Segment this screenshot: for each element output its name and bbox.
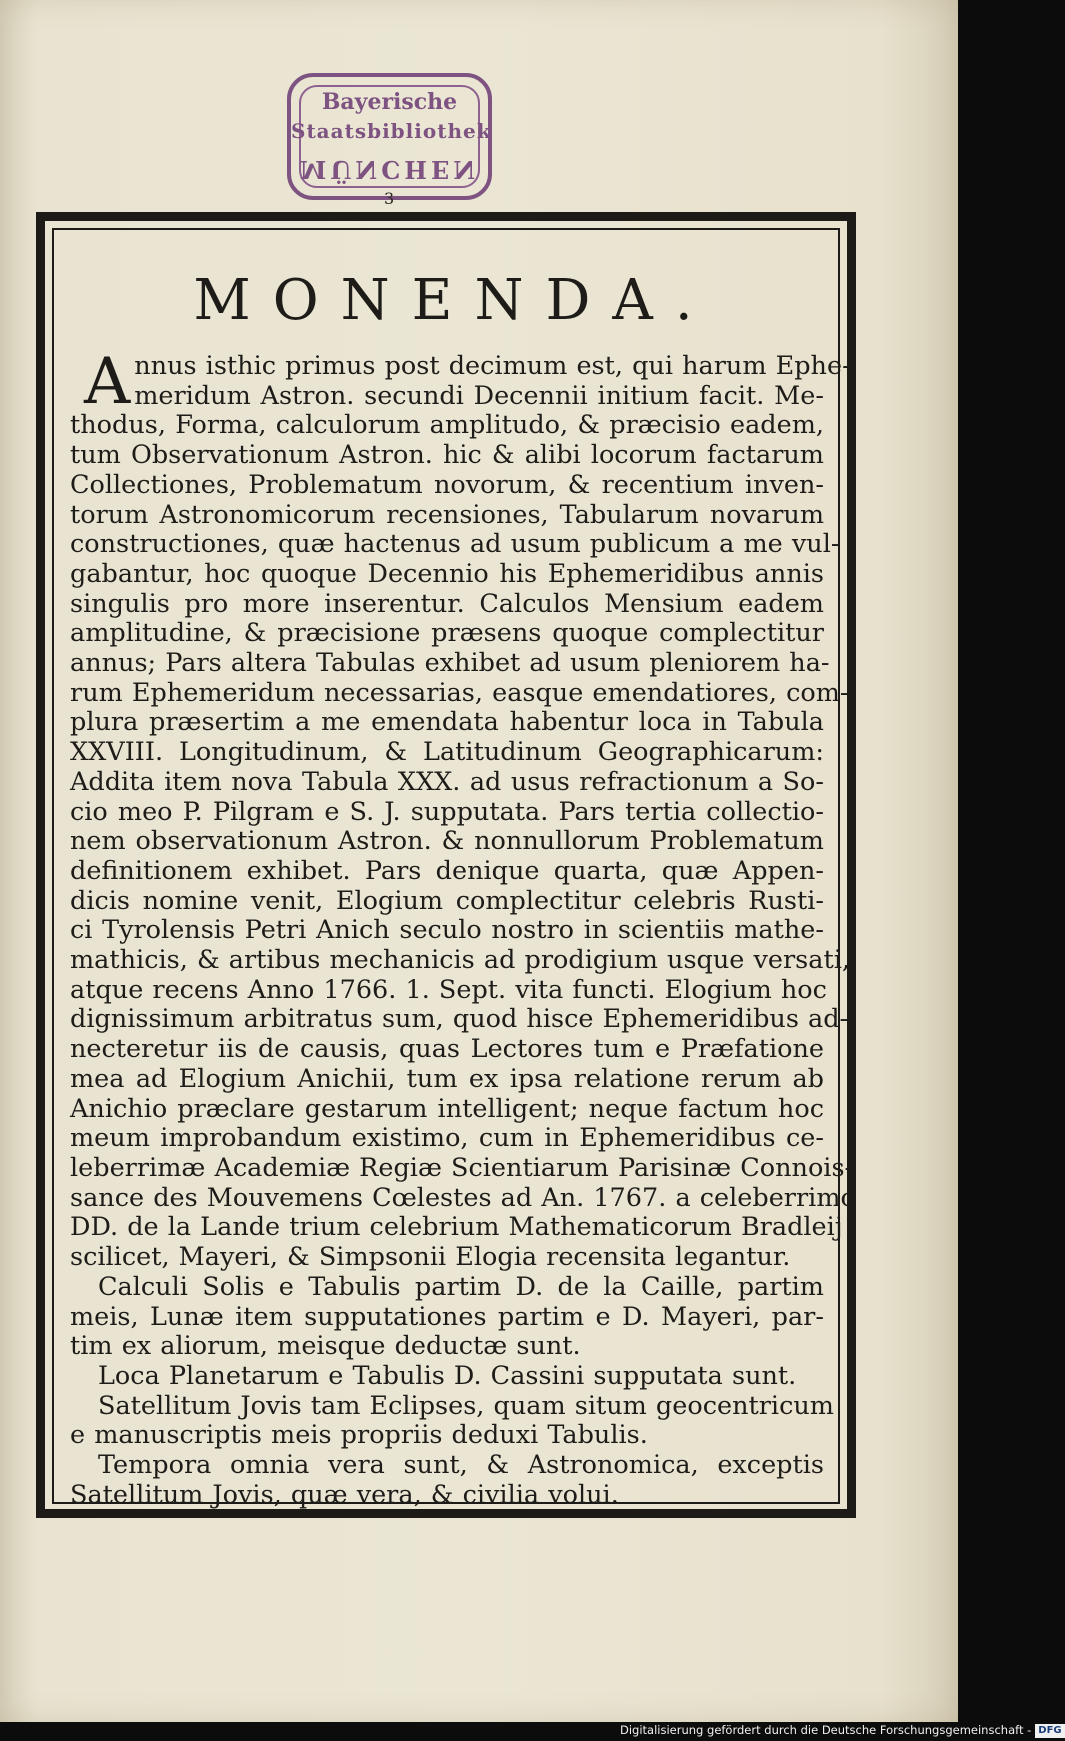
paragraph-sun-moon <box>70 1273 824 1362</box>
stamp-line-3: MÜNCHEN <box>299 155 480 184</box>
stamp-line-2: Staatsbibliothek <box>291 119 492 143</box>
text-line: XXVIII. Longitudinum, & Latitudinum Geographicarum: <box>70 737 824 768</box>
text-line: definitionem exhibet. Pars denique quarta, quæ Appen- <box>70 855 824 886</box>
text-line: Satellitum Jovis, quæ vera, & civilia volui. <box>70 1479 619 1510</box>
text-line: sance des Mouvemens Cœlestes ad An. 1767. a celeberrimo <box>70 1182 856 1213</box>
text-line: dicis nomine venit, Elogium complectitur celebris Rusti- <box>70 885 824 916</box>
text-line: tim ex aliorum, meisque deductæ sunt. <box>70 1331 581 1362</box>
text-line: mea ad Elogium Anichii, tum ex ipsa relatione rerum ab <box>70 1063 824 1094</box>
signature-mark: 3 <box>384 189 395 208</box>
text-line: atque recens Anno 1766. 1. Sept. vita functi. Elogium hoc <box>70 974 827 1005</box>
text-line: mathicis, & artibus mechanicis ad prodigium usque versati, <box>70 945 850 976</box>
text-line: ci Tyrolensis Petri Anich seculo nostro in scientiis mathe- <box>70 915 824 946</box>
digitization-credit <box>620 1720 1062 1741</box>
paragraph-main <box>70 345 856 1273</box>
paragraph-jupiter <box>70 1390 834 1451</box>
credit-text: Digitalisierung gefördert durch die Deutsche Forschungsgemeinschaft - <box>620 1723 1032 1737</box>
text-line: scilicet, Mayeri, & Simpsonii Elogia recensita legantur. <box>70 1242 791 1273</box>
text-line: meum improbandum existimo, cum in Ephemeridibus ce- <box>70 1123 824 1154</box>
text-line: tum Observationum Astron. hic & alibi locorum factarum <box>70 440 824 471</box>
text-line: Satellitum Jovis tam Eclipses, quam situm geocentricum <box>98 1390 834 1421</box>
text-line: torum Astronomicorum recensiones, Tabularum novarum <box>70 499 824 530</box>
text-line: dignissimum arbitratus sum, quod hisce Ephemeridibus ad- <box>70 1004 849 1035</box>
stamp-line-1: Bayerische <box>321 89 458 115</box>
text-line: plura præsertim a me emendata habentur loca in Tabula <box>70 707 824 738</box>
text-line: nnus isthic primus post decimum est, qui harum Ephe- <box>134 351 851 381</box>
text-line: rum Ephemeridum necessarias, easque emendatiores, com- <box>70 677 849 708</box>
text-line: nem observationum Astron. & nonnullorum Problematum <box>70 826 824 857</box>
text-line: gabantur, hoc quoque Decennio his Ephemeridibus annis <box>70 558 824 589</box>
text-line: thodus, Forma, calculorum amplitudo, & præcisio eadem, <box>70 410 824 441</box>
text-line: Collectiones, Problematum novorum, & recentium inven- <box>70 469 824 500</box>
text-line: meis, Lunæ item supputationes partim e D. Mayeri, par- <box>70 1301 824 1332</box>
text-line: constructiones, quæ hactenus ad usum publicum a me vul- <box>70 529 840 560</box>
text-line: Loca Planetarum e Tabulis D. Cassini supputata sunt. <box>98 1360 797 1391</box>
text-line: DD. de la Lande trium celebrium Mathematicorum Bradleij <box>70 1212 843 1243</box>
text-line: e manuscriptis meis propriis deduxi Tabulis. <box>70 1420 648 1451</box>
text-line: singulis pro more inserentur. Calculos Mensium eadem <box>70 588 824 619</box>
text-line: annus; Pars altera Tabulas exhibet ad usum pleniorem ha- <box>70 648 830 679</box>
dropcap-letter: A <box>84 345 131 419</box>
paragraph-planets <box>70 1362 824 1392</box>
text-line: Calculi Solis e Tabulis partim D. de la Caille, partim <box>98 1271 824 1302</box>
text-line: Addita item nova Tabula XXX. ad usus refractionum a So- <box>70 766 824 797</box>
text-line: meridum Astron. secundi Decennii initium facit. Me- <box>134 380 824 411</box>
text-line: amplitudine, & præcisione præsens quoque complectitur <box>70 618 824 649</box>
text-block <box>70 250 856 1510</box>
text-line: necteretur iis de causis, quas Lectores tum e Præfatione <box>70 1034 824 1065</box>
text-line: Tempora omnia vera sunt, & Astronomica, exceptis <box>98 1450 824 1481</box>
library-stamp <box>287 73 492 200</box>
text-line: Anichio præclare gestarum intelligent; neque factum hoc <box>70 1093 824 1124</box>
page-title: MONENDA. <box>193 268 715 333</box>
text-line: cio meo P. Pilgram e S. J. supputata. Pars tertia collectio- <box>70 796 824 827</box>
text-line: leberrimæ Academiæ Regiæ Scientiarum Parisinæ Connois- <box>70 1152 854 1183</box>
paragraph-times <box>70 1451 824 1510</box>
dfg-logo: DFG <box>1035 1724 1064 1738</box>
